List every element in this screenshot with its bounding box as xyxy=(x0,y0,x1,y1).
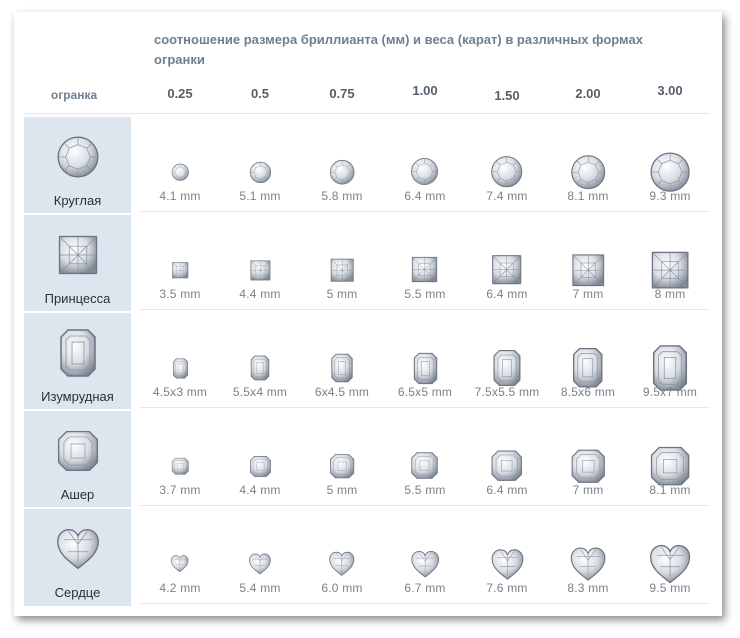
size-label: 8.1 mm xyxy=(567,189,609,203)
gem-image xyxy=(490,155,523,193)
row-divider-line xyxy=(140,603,710,604)
size-label: 5 mm xyxy=(326,287,358,301)
size-label: 5.1 mm xyxy=(239,189,281,203)
gem-image xyxy=(171,457,189,480)
size-label: 9.5 mm xyxy=(649,581,691,595)
size-label: 5.4 mm xyxy=(239,581,281,595)
carat-header: 2.00 xyxy=(575,86,601,101)
gem-image xyxy=(327,353,357,388)
gem-image xyxy=(170,554,189,578)
emerald-cut-icon xyxy=(53,328,103,383)
size-label: 6x4.5 mm xyxy=(314,385,370,399)
size-label: 7.4 mm xyxy=(486,189,528,203)
gem-image xyxy=(490,253,523,291)
gem-image xyxy=(328,550,356,583)
size-label: 6.5x5 mm xyxy=(397,385,453,399)
size-label: 7 mm xyxy=(572,483,604,497)
gem-image xyxy=(410,157,439,191)
gem-image xyxy=(329,159,355,190)
size-label: 4.5x3 mm xyxy=(152,385,208,399)
shape-name: Изумрудная xyxy=(41,389,114,404)
size-label: 4.2 mm xyxy=(159,581,201,595)
size-label: 6.4 mm xyxy=(486,287,528,301)
gem-image xyxy=(410,255,439,289)
size-label: 5.8 mm xyxy=(321,189,363,203)
size-label: 7.6 mm xyxy=(486,581,528,595)
size-label: 5 mm xyxy=(326,483,358,497)
shape-name: Ашер xyxy=(60,487,95,502)
asscher-cut-icon xyxy=(56,429,100,478)
gem-image xyxy=(171,261,189,284)
gem-image xyxy=(409,352,442,390)
carat-header: 0.5 xyxy=(250,86,270,101)
carat-header: 0.25 xyxy=(167,86,193,101)
gem-image xyxy=(329,453,355,484)
size-label: 6.0 mm xyxy=(321,581,363,595)
gem-image xyxy=(171,163,189,186)
heart-cut-icon xyxy=(55,526,101,577)
size-label: 9.3 mm xyxy=(649,189,691,203)
row-divider-line xyxy=(140,407,710,408)
size-label: 5.5x4 mm xyxy=(232,385,288,399)
gem-image xyxy=(490,449,523,487)
gem-image xyxy=(247,355,273,386)
gem-image xyxy=(410,451,439,485)
row-divider-line xyxy=(140,211,710,212)
row-separator xyxy=(24,311,710,313)
size-label: 6.7 mm xyxy=(404,581,446,595)
gem-image xyxy=(329,257,355,288)
size-label: 8.5x6 mm xyxy=(560,385,616,399)
header-divider xyxy=(24,113,710,114)
size-label: 8 mm xyxy=(654,287,686,301)
size-label: 8.3 mm xyxy=(567,581,609,595)
size-label: 7.5x5.5 mm xyxy=(474,385,540,399)
gem-image xyxy=(249,259,272,287)
gem-image xyxy=(410,549,440,584)
row-separator xyxy=(24,507,710,509)
gem-image xyxy=(170,358,191,384)
size-label: 4.4 mm xyxy=(239,287,281,301)
size-label: 4.4 mm xyxy=(239,483,281,497)
round-cut-icon xyxy=(56,135,100,184)
shape-name: Принцесса xyxy=(44,291,111,306)
size-label: 5.5 mm xyxy=(404,483,446,497)
shape-column-header: огранка xyxy=(50,88,98,102)
carat-header: 1.50 xyxy=(494,88,520,103)
row-separator xyxy=(24,213,710,215)
size-label: 4.1 mm xyxy=(159,189,201,203)
chart-title: соотношение размера бриллианта (мм) и веса (карат) в различных формах огранки xyxy=(154,32,643,67)
shape-name: Сердце xyxy=(54,585,101,600)
size-label: 3.7 mm xyxy=(159,483,201,497)
shape-name: Круглая xyxy=(53,193,102,208)
row-divider-line xyxy=(140,505,710,506)
size-label: 7 mm xyxy=(572,287,604,301)
gem-image xyxy=(249,455,272,483)
row-divider-line xyxy=(140,309,710,310)
size-label: 8.1 mm xyxy=(649,483,691,497)
carat-header: 1.00 xyxy=(412,83,438,98)
size-label: 9.5x7 mm xyxy=(642,385,698,399)
row-separator xyxy=(24,409,710,411)
gem-image xyxy=(249,161,272,189)
size-label: 6.4 mm xyxy=(486,483,528,497)
carat-header: 0.75 xyxy=(329,86,355,101)
size-label: 6.4 mm xyxy=(404,189,446,203)
size-label: 5.5 mm xyxy=(404,287,446,301)
gem-image xyxy=(248,552,272,581)
size-label: 3.5 mm xyxy=(159,287,201,301)
princess-cut-icon xyxy=(56,233,100,282)
carat-header: 3.00 xyxy=(657,83,683,98)
